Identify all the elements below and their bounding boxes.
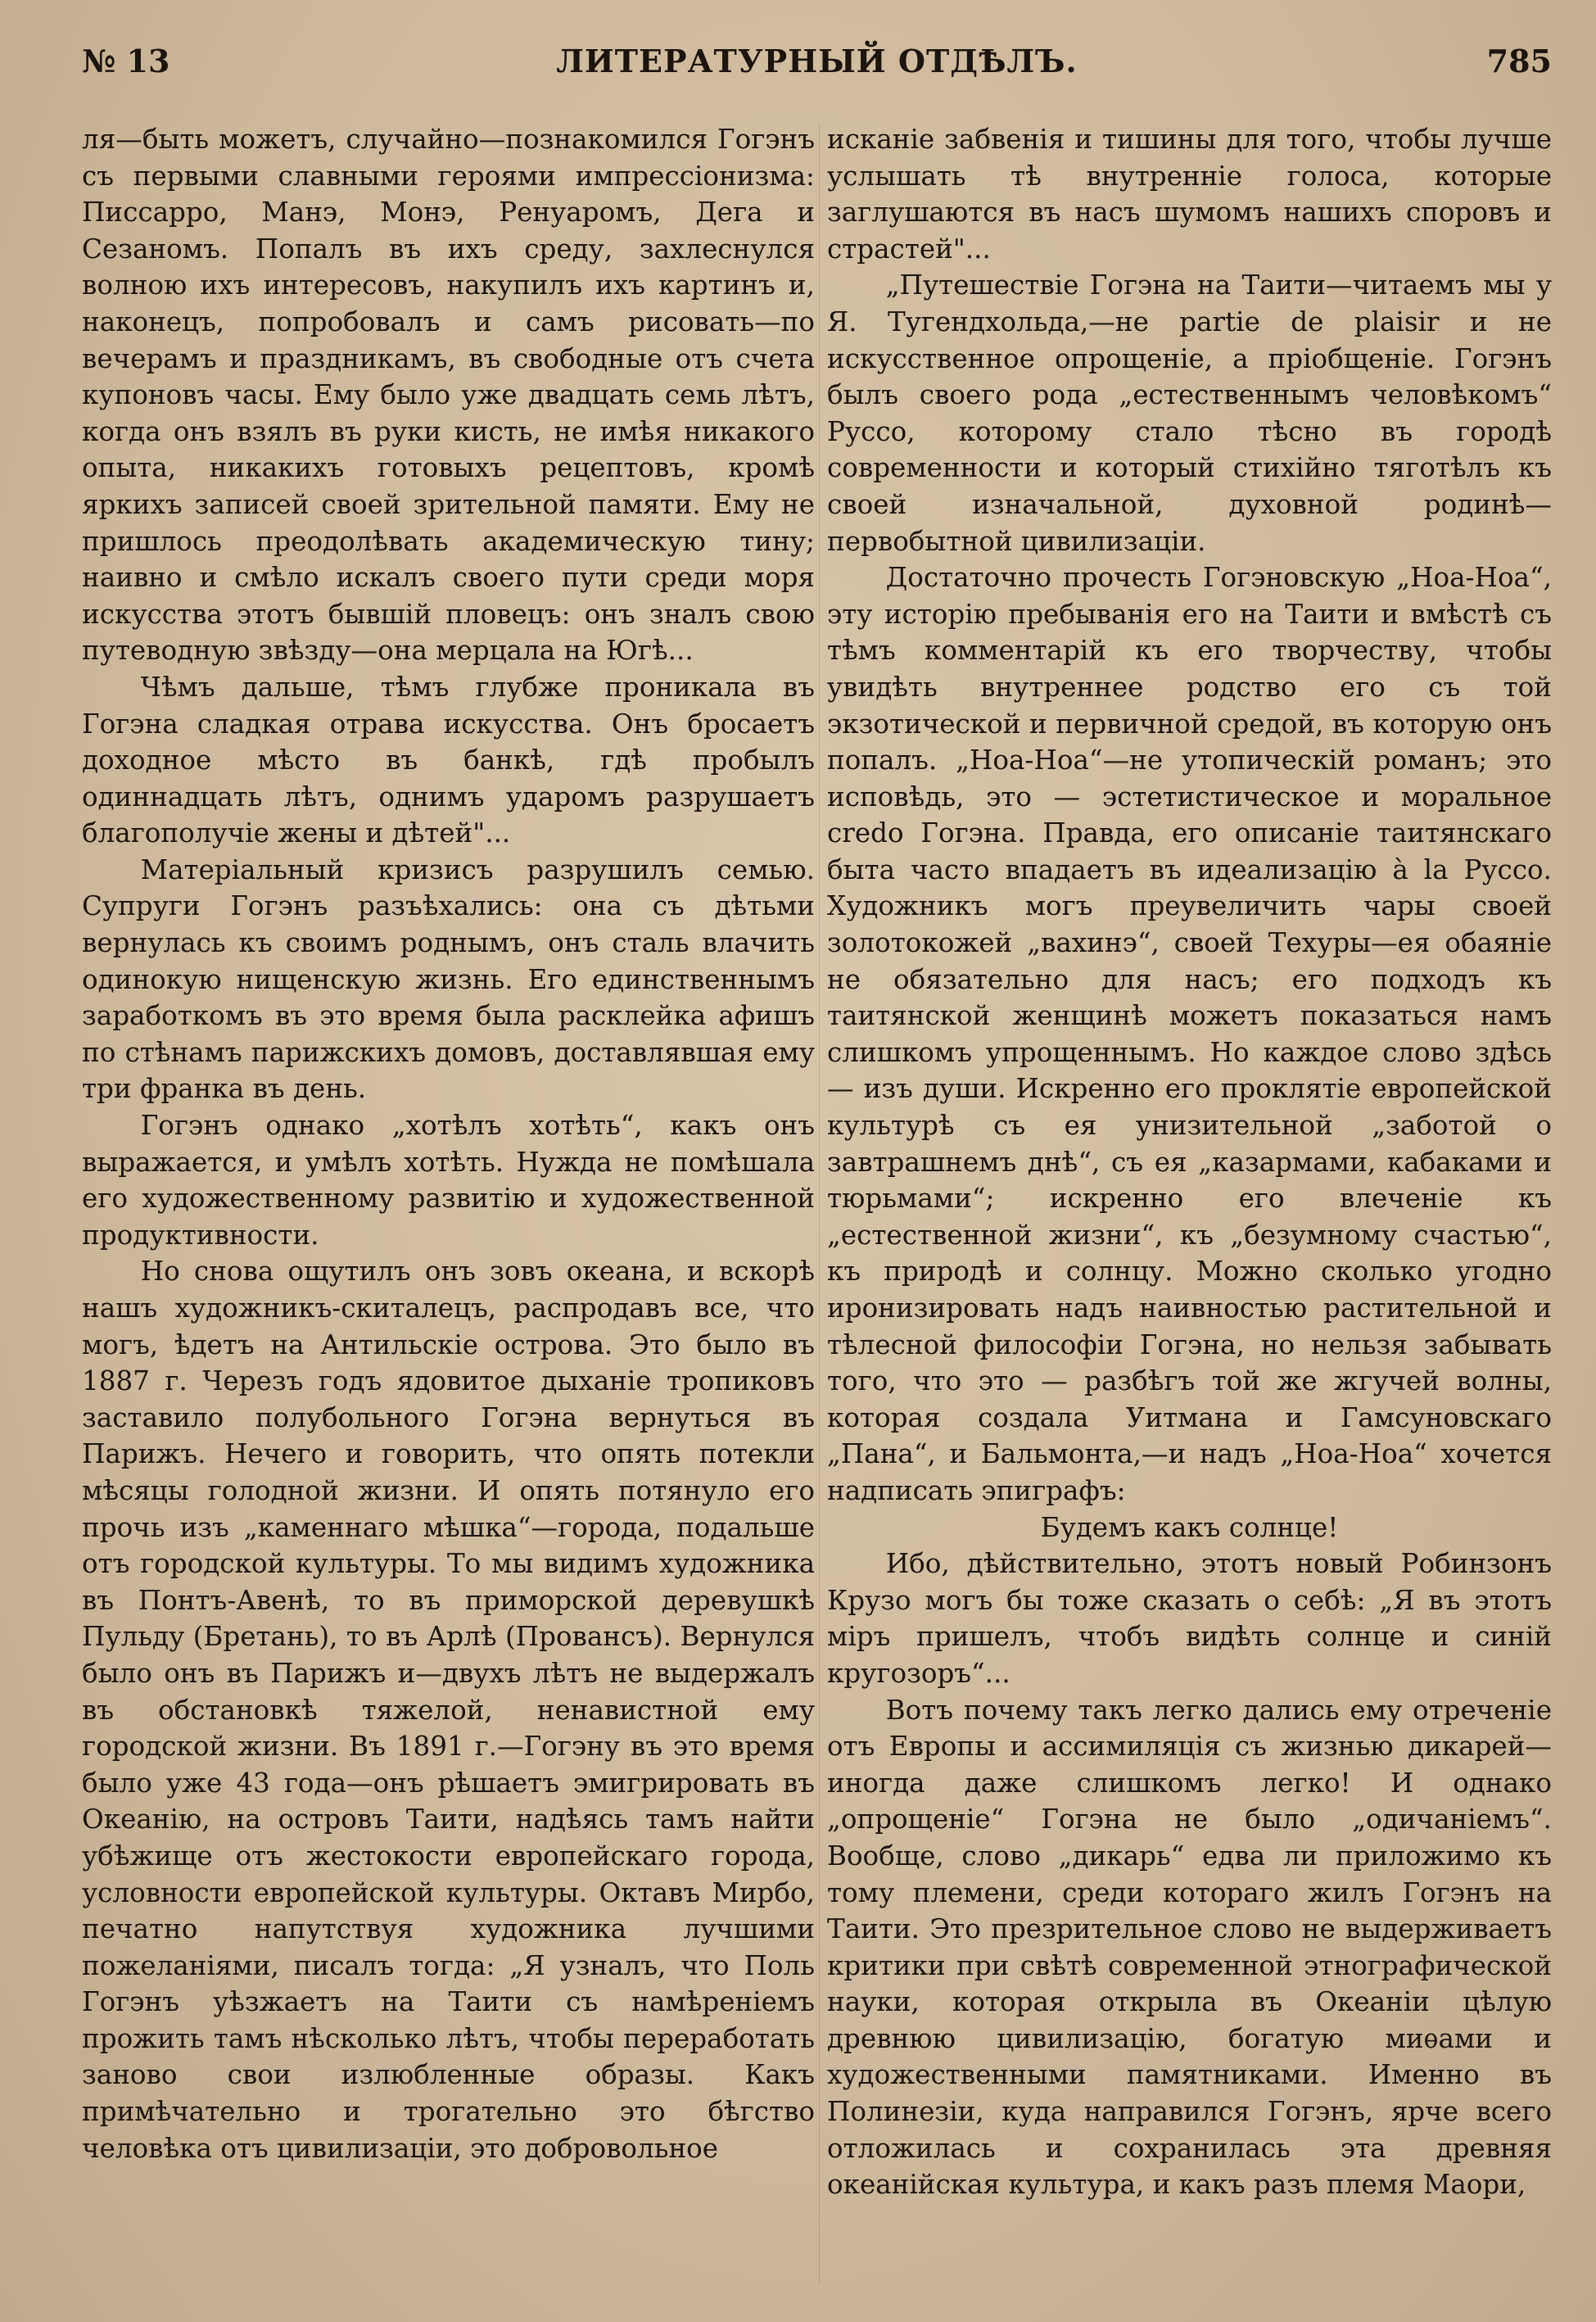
- paragraph: Достаточно прочесть Гогэновскую „Ноа-Ноа“, эту исторію пребыванія его на Таити и вмѣстѣ съ тѣмъ комментарій къ его творчеству, чтобы увидѣть внутреннее родство его съ той экзотической и первичной средой, въ которую онъ попалъ. „Ноа-Ноа“—не утопическій романъ; это исповѣдь, это — эстетистическое и моральное credo Гогэна. Правда, его описаніе таитянскаго быта часто впадаетъ въ идеализацію à la Руссо. Художникъ могъ преувеличить чары своей золотокожей „вахинэ“, своей Техуры—ея обаяніе не обязательно для насъ; его подходъ къ таитянской женщинѣ можетъ показаться намъ слишкомъ упрощеннымъ. Но каждое слово здѣсь — изъ души. Искренно его проклятіе европейской культурѣ съ ея унизительной „заботой о завтрашнемъ днѣ“, съ ея „казармами, кабаками и тюрьмами“; искренно его влеченіе къ „естественной жизни“, къ „безумному счастью“, къ природѣ и солнцу. Можно сколько угодно иронизировать надъ наивностью растительной и тѣлесной философіи Гогэна, но нельзя забывать того, что это — разбѣгъ той же жгучей волны, которая создала Уитмана и Гамсуновскаго „Пана“, и Бальмонта,—и надъ „Ноа-Ноа“ хочется надписать эпиграфъ:: [827, 562, 1552, 1506]
- paragraph: Но снова ощутилъ онъ зовъ океана, и вскорѣ нашъ художникъ-скиталецъ, распродавъ все, что могъ, ѣдетъ на Антильскіе острова. Это было въ 1887 г. Черезъ годъ ядовитое дыханіе тропиковъ заставило полубольного Гогэна вернуться въ Парижъ. Нечего и говорить, что опять потекли мѣсяцы голодной жизни. И опять потянуло его прочь изъ „каменнаго мѣшка“—города, подальше отъ городской культуры. То мы видимъ художника въ Понтъ-Авенѣ, то въ приморской деревушкѣ Пульду (Бретань), то въ Арлѣ (Провансъ). Вернулся было онъ въ Парижъ и—двухъ лѣтъ не выдержалъ въ обстановкѣ тяжелой, ненавистной ему городской жизни. Въ 1891 г.—Гогэну въ это время было уже 43 года—онъ рѣшаетъ эмигрировать въ Океанію, на островъ Таити, надѣясь тамъ найти убѣжище отъ жестокости европейскаго города, условности европейской культуры. Октавъ Мирбо, печатно напутствуя художника лучшими пожеланіями, писалъ тогда: „Я узналъ, что Поль Гогэнъ уѣзжаетъ на Таити съ намѣреніемъ прожить тамъ нѣсколько лѣтъ, чтобы переработать заново свои излюбленные образы. Какъ примѣчательно и трогательно это бѣгство человѣка отъ цивилизаціи, это добровольное: [82, 1256, 815, 2164]
- page-header: [82, 43, 1552, 100]
- paragraph: Гогэнъ однако „хотѣлъ хотѣть“, какъ онъ выражается, и умѣлъ хотѣть. Нужда не помѣшала его художественному развитію и художественной продуктивности.: [82, 1110, 815, 1251]
- epigraph: Будемъ какъ солнце!: [1040, 1511, 1339, 1543]
- paragraph: Вотъ почему такъ легко дались ему отреченіе отъ Европы и ассимиляція съ жизнью дикарей—иногда даже слишкомъ легко! И однако „опрощеніе“ Гогэна не было „одичаніемъ“. Вообще, слово „дикарь“ едва ли приложимо къ тому племени, среди котораго жилъ Гогэнъ на Таити. Это презрительное слово не выдерживаетъ критики при свѣтѣ современной этнографической науки, которая открыла въ Океаніи цѣлую древнюю цивилизацію, богатую миѳами и художественными памятниками. Именно въ Полинезіи, куда направился Гогэнъ, ярче всего отложилась и сохранилась эта древняя океанійская культура, и какъ разъ племя Маори,: [827, 1694, 1552, 2201]
- right-column: [827, 121, 1552, 2292]
- left-column: [82, 121, 815, 2292]
- page-number: 785: [1486, 43, 1552, 79]
- column-divider: [819, 123, 820, 2285]
- paragraph: исканіе забвенія и тишины для того, чтобы лучше услышать тѣ внутренніе голоса, которые заглушаются въ насъ шумомъ нашихъ споровъ и страстей"...: [827, 124, 1552, 265]
- paragraph: Ибо, дѣйствительно, этотъ новый Робинзонъ Крузо могъ бы тоже сказать о себѣ: „Я въ этотъ міръ пришелъ, чтобъ видѣть солнце и синій кругозоръ“...: [827, 1548, 1552, 1689]
- paragraph: ля—быть можетъ, случайно—познакомился Гогэнъ съ первыми славными героями импрессіонизма: Писсарро, Манэ, Монэ, Ренуаромъ, Дега и Сезаномъ. Попалъ въ ихъ среду, захлеснулся волною ихъ интересовъ, накупилъ ихъ картинъ и, наконецъ, попробовалъ и самъ рисовать—по вечерамъ и праздникамъ, въ свободные отъ счета купоновъ часы. Ему было уже двадцать семь лѣтъ, когда онъ взялъ въ руки кисть, не имѣя никакого опыта, никакихъ готовыхъ рецептовъ, кромѣ яркихъ записей своей зрительной памяти. Ему не пришлось преодолѣвать академическую тину; наивно и смѣло искалъ своего пути среди моря искусства этотъ бывшій пловецъ: онъ зналъ свою путеводную звѣзду—она мерцала на Югѣ...: [82, 124, 815, 667]
- section-title: ЛИТЕРАТУРНЫЙ ОТДѢЛЪ.: [556, 43, 1078, 79]
- issue-number: № 13: [82, 43, 170, 79]
- paragraph: Матеріальный кризисъ разрушилъ семью. Супруги Гогэнъ разъѣхались: она съ дѣтьми вернулась къ своимъ роднымъ, онъ сталь влачить одинокую нищенскую жизнь. Его единственнымъ заработкомъ въ это время была расклейка афишъ по стѣнамъ парижскихъ домовъ, доставлявшая ему три франка въ день.: [82, 853, 815, 1105]
- paragraph: „Путешествіе Гогэна на Таити—читаемъ мы у Я. Тугендхольда,—не partie de plaisir и не искусственное опрощеніе, а пріобщеніе. Гогэнъ былъ своего рода „естественнымъ человѣкомъ“ Руссо, которому стало тѣсно въ городѣ современности и который стихійно тяготѣлъ къ своей изначальной, духовной родинѣ—первобытной цивилизаціи.: [827, 269, 1552, 557]
- paragraph: Чѣмъ дальше, тѣмъ глубже проникала въ Гогэна сладкая отрава искусства. Онъ бросаетъ доходное мѣсто въ банкѣ, гдѣ пробылъ одиннадцать лѣтъ, однимъ ударомъ разрушаетъ благополучіе жены и дѣтей"...: [82, 671, 815, 849]
